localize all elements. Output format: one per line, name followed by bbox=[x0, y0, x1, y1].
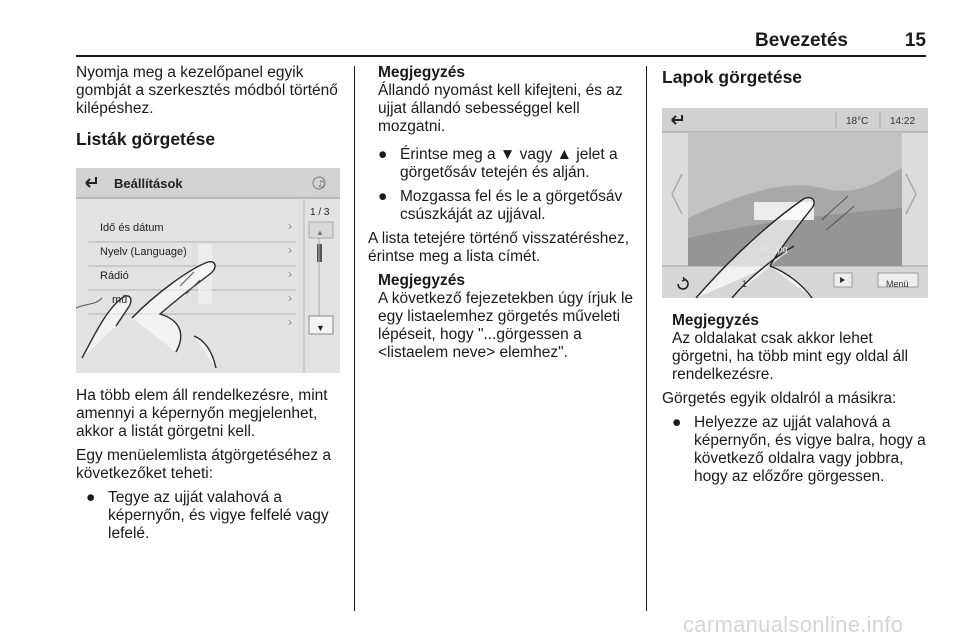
header-rule bbox=[76, 55, 926, 57]
clock: 14:22 bbox=[890, 116, 916, 127]
page-scroll-illustration bbox=[662, 108, 928, 298]
bullet-text: Mozgassa fel és le a görgetősáv csúszkáját az ujjával. bbox=[400, 188, 623, 223]
paragraph: Ha több elem áll rendelkezésre, mint amennyi a képernyőn megjelenhet, akkor a listát görgetni kell. bbox=[76, 387, 328, 440]
svg-text:›: › bbox=[288, 267, 292, 281]
scroll-up-icon: ▲ bbox=[316, 228, 324, 237]
note-text: Állandó nyomást kell kifejteni, és az ujjat állandó sebességgel kell mozgatni. bbox=[378, 82, 623, 135]
column-divider-1 bbox=[354, 66, 355, 611]
bullet-icon: ● bbox=[672, 414, 682, 431]
heading-list-scrolling: Listák görgetése bbox=[76, 129, 216, 149]
note-title: Megjegyzés bbox=[672, 312, 760, 329]
column-1 bbox=[76, 64, 342, 543]
list-item: Rádió bbox=[100, 270, 129, 282]
bullet-item bbox=[368, 188, 636, 224]
bullet-text: Helyezze az ujját valahová a képernyőn, és vigye balra, hogy a következő oldalra vagy jobbra, hogy az előzőre görgessen. bbox=[694, 414, 926, 485]
note-text: Az oldalakat csak akkor lehet görgetni, ha több mint egy oldal áll rendelkezésre. bbox=[672, 330, 909, 383]
svg-text:›: › bbox=[288, 315, 292, 329]
page-indicator: 1 / 3 bbox=[310, 207, 330, 218]
intro-text: Nyomja meg a kezelőpanel egyik gombját a szerkesztés módból történő kilépéshez. bbox=[76, 64, 338, 117]
watermark: carmanualsonline.info bbox=[683, 612, 904, 637]
list-item: Nyelv (Language) bbox=[100, 246, 187, 258]
list-item: Idő és dátum bbox=[100, 222, 164, 234]
svg-text:♫: ♫ bbox=[317, 180, 326, 190]
note-box bbox=[662, 312, 928, 384]
column-3 bbox=[662, 64, 928, 486]
bullet-item bbox=[368, 146, 636, 182]
svg-text:›: › bbox=[288, 291, 292, 305]
scroll-down-icon: ▼ bbox=[316, 323, 325, 333]
bullet-icon: ● bbox=[378, 146, 388, 163]
note-box bbox=[368, 64, 636, 136]
paragraph: A lista tetejére történő visszatéréshez, érintse meg a lista címét. bbox=[368, 230, 630, 265]
bullet-text: Érintse meg a ▼ vagy ▲ jelet a görgetősáv tetején és alján. bbox=[400, 146, 618, 181]
screen-title: Beállítások bbox=[114, 176, 183, 191]
image-count: 1 bbox=[742, 279, 748, 289]
column-2 bbox=[368, 64, 636, 362]
svg-text:›: › bbox=[288, 219, 292, 233]
bullet-item bbox=[76, 489, 342, 543]
section-title: Bevezetés bbox=[755, 30, 848, 51]
note-title: Megjegyzés bbox=[378, 64, 466, 81]
image-filename: Bl...jpg bbox=[760, 244, 788, 254]
note-title: Megjegyzés bbox=[378, 272, 466, 289]
bullet-item bbox=[662, 414, 928, 486]
note-box bbox=[368, 272, 636, 362]
list-scroll-illustration bbox=[76, 168, 340, 373]
page-number: 15 bbox=[904, 30, 926, 51]
bullet-icon: ● bbox=[86, 489, 96, 506]
paragraph: Egy menüelemlista átgörgetéséhez a következőket teheti: bbox=[76, 447, 332, 482]
page-header bbox=[76, 30, 926, 52]
bullet-icon: ● bbox=[378, 188, 388, 205]
column-divider-2 bbox=[646, 66, 647, 611]
svg-text:›: › bbox=[288, 243, 292, 257]
list-item: mű bbox=[112, 294, 128, 306]
note-text: A következő fejezetekben úgy írjuk le egy listaelemhez görgetés műveleti lépéseit, hogy "...görgessen a <listaelem neve> elemhez". bbox=[378, 290, 634, 361]
heading-page-scrolling: Lapok görgetése bbox=[662, 67, 803, 87]
menu-button: Menü bbox=[886, 279, 909, 289]
paragraph: Görgetés egyik oldalról a másikra: bbox=[662, 390, 897, 407]
bullet-text: Tegye az ujját valahová a képernyőn, és vigye felfelé vagy lefelé. bbox=[108, 489, 329, 542]
temperature: 18°C bbox=[846, 116, 869, 127]
